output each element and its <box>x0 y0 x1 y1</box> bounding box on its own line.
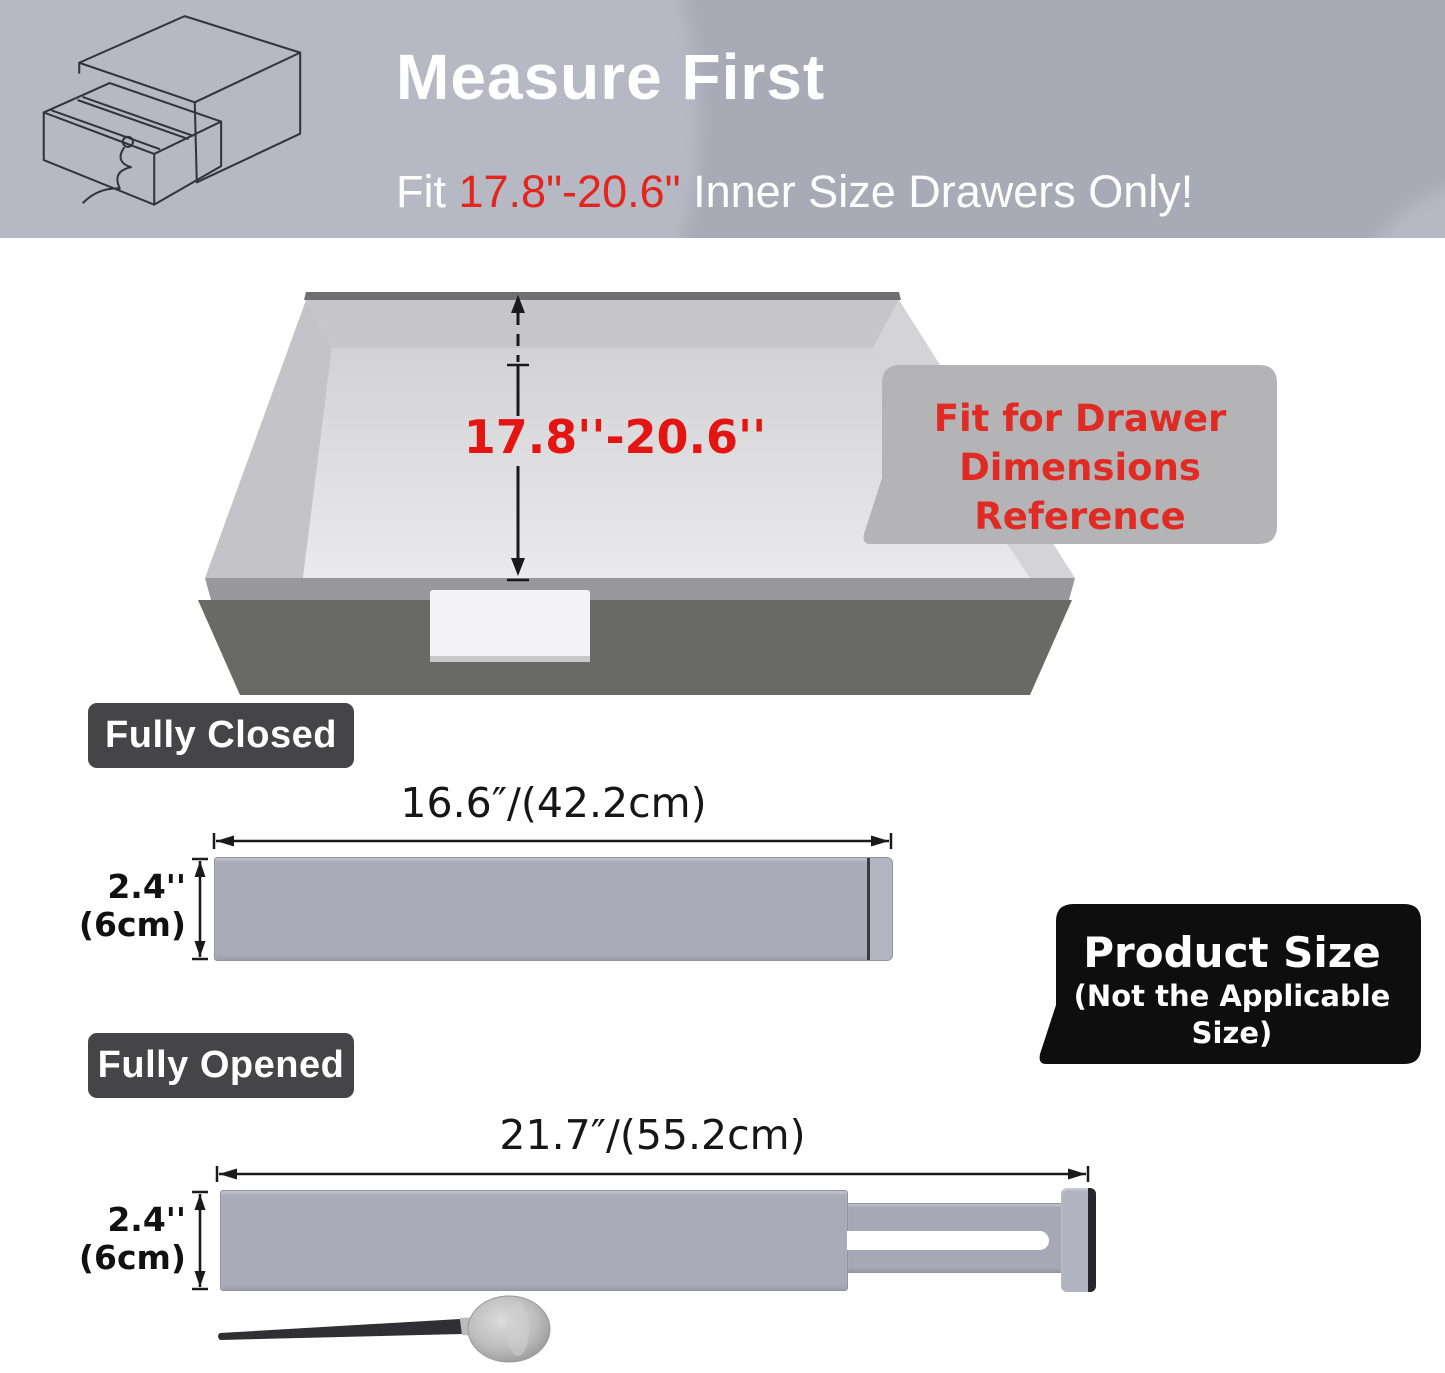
opened-length-label: 21.7″/(55.2cm) <box>499 1111 806 1159</box>
extension-end-cap <box>1061 1188 1096 1292</box>
extension-slot <box>847 1231 1049 1250</box>
header-banner <box>0 0 1445 238</box>
subtitle-suffix: Inner Size Drawers Only! <box>680 166 1194 217</box>
spoon-image <box>212 1292 552 1368</box>
fully-closed-label: Fully Closed <box>88 703 354 768</box>
product-size-callout <box>1038 902 1423 1067</box>
opened-height-arrow <box>192 1190 208 1291</box>
closed-height-arrow <box>192 857 208 961</box>
divider-bar-opened <box>220 1190 848 1291</box>
fully-opened-label: Fully Opened <box>88 1033 354 1098</box>
drawer-sketch-icon <box>22 6 327 231</box>
closed-height-label: 2.4'' (6cm) <box>78 867 186 944</box>
product-size-line2: (Not the Applicable Size) <box>1073 979 1391 1050</box>
product-size-line1: Product Size <box>1083 928 1381 977</box>
fit-reference-callout <box>862 362 1297 547</box>
banner-highlight-circle-small <box>1345 180 1445 238</box>
divider-bar-closed <box>214 857 893 961</box>
fit-reference-line2: Dimensions Reference <box>959 446 1201 538</box>
closed-length-arrow <box>212 833 893 849</box>
subtitle-prefix: Fit <box>396 166 459 217</box>
closed-length-label: 16.6″/(42.2cm) <box>400 779 707 827</box>
fit-reference-line1: Fit for Drawer <box>933 397 1227 440</box>
drawer-inner-size-label: 17.8''-20.6'' <box>463 410 767 464</box>
divider-extension-arm <box>847 1203 1067 1273</box>
banner-subtitle <box>396 166 1193 218</box>
end-cap-edge <box>1088 1188 1096 1292</box>
opened-height-label: 2.4'' (6cm) <box>78 1200 186 1277</box>
banner-title: Measure First <box>396 41 826 113</box>
end-cap <box>870 858 892 960</box>
opened-length-arrow <box>215 1166 1090 1182</box>
subtitle-size-range: 17.8"-20.6" <box>458 166 681 217</box>
